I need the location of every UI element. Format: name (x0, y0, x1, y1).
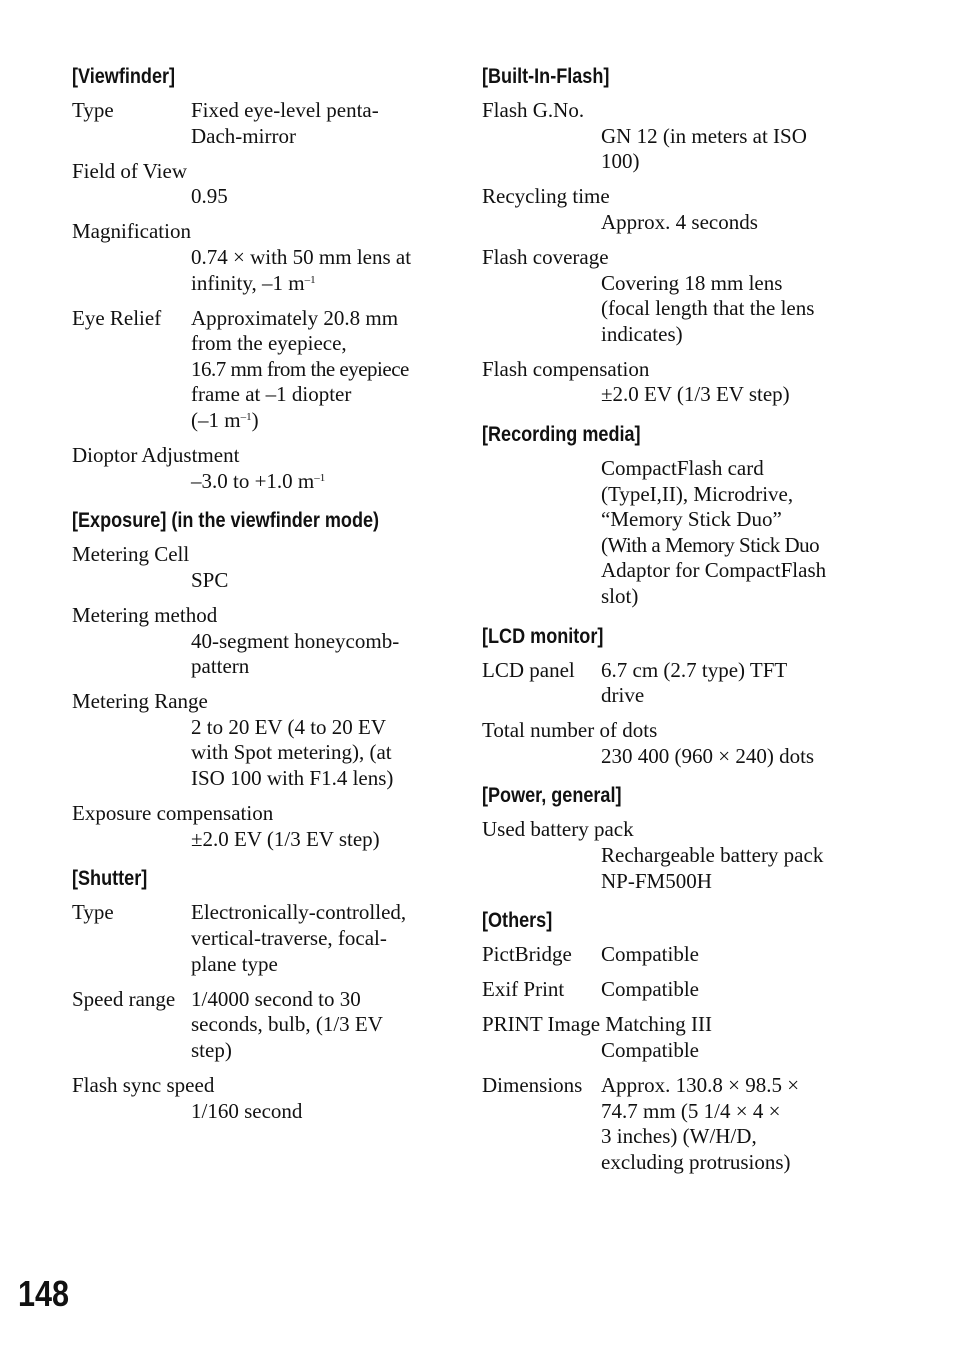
dioptor-adjustment-label: Dioptor Adjustment (72, 443, 240, 468)
metering-range-line: ISO 100 with F1.4 lens) (191, 766, 394, 791)
speed-range-line: 1/4000 second to 30 (191, 986, 361, 1011)
magnification-label: Magnification (72, 219, 191, 244)
eye-relief-line (191, 408, 442, 434)
eye-relief-line: 16.7 mm from the eyepiece (191, 356, 409, 381)
speed-range-line: seconds, bulb, (1/3 EV (191, 1012, 383, 1037)
print-image-matching-entry (482, 1012, 854, 1063)
magnification-line (191, 271, 442, 297)
lcd-panel-entry (482, 658, 854, 709)
exposure-compensation-label: Exposure compensation (72, 801, 274, 826)
metering-cell-value: SPC (191, 567, 229, 592)
power-general-heading: [Power, general] (482, 784, 622, 808)
metering-range-label: Metering Range (72, 689, 208, 714)
metering-method-line: pattern (191, 654, 250, 679)
eye-relief-line: from the eyepiece, (191, 331, 347, 356)
viewfinder-type-value (191, 98, 442, 149)
shutter-type-line: plane type (191, 951, 278, 976)
flash-gno-value (601, 124, 854, 175)
recycling-time-value: Approx. 4 seconds (601, 209, 758, 234)
battery-pack-line: NP-FM500H (601, 868, 712, 893)
page-number: 148 (18, 1273, 70, 1314)
viewfinder-type-line: Fixed eye-level penta- (191, 98, 379, 122)
lcd-panel-line: drive (601, 683, 645, 708)
battery-pack-entry (482, 817, 854, 894)
viewfinder-type-label: Type (72, 98, 114, 122)
magnification-line: 0.74 × with 50 mm lens at (191, 244, 412, 269)
speed-range-label: Speed range (72, 986, 176, 1011)
magnification-text: infinity, –1 m (191, 270, 305, 295)
eye-relief-text: ) (251, 408, 259, 433)
flash-coverage-line: (focal length that the lens (601, 296, 815, 321)
dimensions-line: Approx. 130.8 × 98.5 × (601, 1073, 800, 1098)
field-of-view-entry (72, 159, 442, 210)
exposure-heading: [Exposure] (in the viewfinder mode) (72, 509, 380, 533)
metering-cell-label: Metering Cell (72, 542, 190, 567)
flash-coverage-label: Flash coverage (482, 244, 609, 269)
lcd-panel-label: LCD panel (482, 657, 575, 682)
speed-range-line: step) (191, 1037, 232, 1062)
eye-relief-superscript: –1 (240, 411, 252, 424)
shutter-type-line: Electronically-controlled, (191, 900, 407, 925)
metering-method-line: 40-segment honeycomb- (191, 628, 400, 653)
dimensions-line: 74.7 mm (5 1/4 × 4 × (601, 1098, 781, 1123)
pictbridge-entry (482, 942, 854, 968)
viewfinder-section (72, 62, 442, 494)
flash-gno-label: Flash G.No. (482, 98, 585, 122)
eye-relief-line: frame at –1 diopter (191, 382, 352, 407)
recording-media-section (482, 420, 854, 610)
flash-compensation-entry (482, 357, 854, 408)
dimensions-value (601, 1073, 854, 1175)
recycling-time-label: Recycling time (482, 184, 610, 209)
metering-method-label: Metering method (72, 603, 218, 627)
lcd-panel-value (601, 658, 854, 709)
lcd-monitor-section (482, 622, 854, 770)
magnification-value (191, 245, 442, 296)
recording-media-line: slot) (601, 584, 639, 608)
eye-relief-value (191, 306, 442, 434)
lcd-monitor-heading: [LCD monitor] (482, 624, 604, 648)
eye-relief-line: Approximately 20.8 mm (191, 305, 399, 330)
flash-sync-speed-entry (72, 1073, 442, 1124)
built-in-flash-heading: [Built-In-Flash] (482, 65, 610, 88)
viewfinder-type-entry (72, 98, 442, 149)
magnification-entry (72, 219, 442, 296)
left-column (72, 62, 442, 1136)
flash-gno-line: 100) (601, 149, 640, 174)
flash-coverage-line: indicates) (601, 321, 683, 346)
eye-relief-text: (–1 m (191, 408, 241, 433)
eye-relief-label: Eye Relief (72, 305, 162, 330)
dimensions-line: 3 inches) (W/H/D, (601, 1124, 757, 1149)
battery-pack-label: Used battery pack (482, 817, 634, 842)
shutter-type-line: vertical-traverse, focal- (191, 925, 387, 950)
eye-relief-entry (72, 306, 442, 434)
shutter-heading: [Shutter] (72, 867, 148, 891)
right-column (482, 62, 854, 1188)
metering-range-entry (72, 689, 442, 791)
recording-media-line: Adaptor for CompactFlash (601, 558, 827, 583)
viewfinder-heading: [Viewfinder] (72, 65, 176, 88)
metering-method-value (191, 629, 442, 680)
exposure-compensation-entry (72, 801, 442, 852)
magnification-superscript: –1 (304, 273, 316, 286)
recording-media-line: “Memory Stick Duo” (601, 507, 782, 532)
exposure-section (72, 506, 442, 852)
exif-print-label: Exif Print (482, 977, 565, 1002)
speed-range-entry (72, 987, 442, 1064)
flash-sync-speed-value: 1/160 second (191, 1098, 303, 1123)
viewfinder-type-line: Dach-mirror (191, 123, 296, 148)
power-general-section (482, 781, 854, 894)
dioptor-adjustment-superscript: –1 (314, 471, 326, 484)
metering-range-value (191, 715, 442, 792)
total-dots-value: 230 400 (960 × 240) dots (601, 743, 815, 768)
flash-coverage-entry (482, 245, 854, 347)
recording-media-line: CompactFlash card (601, 456, 764, 481)
built-in-flash-section (482, 62, 854, 408)
exif-print-entry (482, 977, 854, 1003)
metering-method-entry (72, 603, 442, 680)
recording-media-line: (With a Memory Stick Duo (601, 532, 820, 557)
field-of-view-value: 0.95 (191, 184, 228, 209)
metering-range-line: with Spot metering), (at (191, 740, 392, 765)
metering-range-line: 2 to 20 EV (4 to 20 EV (191, 714, 387, 739)
flash-coverage-line: Covering 18 mm lens (601, 270, 783, 295)
lcd-panel-line: 6.7 cm (2.7 type) TFT (601, 657, 788, 682)
total-dots-entry (482, 718, 854, 769)
field-of-view-label: Field of View (72, 158, 188, 183)
flash-gno-entry (482, 98, 854, 175)
shutter-type-value (191, 900, 442, 977)
dioptor-adjustment-entry (72, 443, 442, 494)
pictbridge-value: Compatible (601, 942, 699, 967)
shutter-type-label: Type (72, 900, 114, 925)
shutter-section (72, 864, 442, 1124)
recycling-time-entry (482, 184, 854, 235)
flash-gno-line: GN 12 (in meters at ISO (601, 123, 807, 148)
flash-sync-speed-label: Flash sync speed (72, 1072, 215, 1097)
flash-compensation-label: Flash compensation (482, 356, 650, 381)
recording-media-value (601, 456, 854, 610)
flash-compensation-value: ±2.0 EV (1/3 EV step) (601, 382, 790, 407)
recording-media-line: (TypeI,II), Microdrive, (601, 481, 794, 506)
dimensions-line: excluding protrusions) (601, 1149, 791, 1174)
speed-range-value (191, 987, 442, 1064)
others-section (482, 906, 854, 1175)
pictbridge-label: PictBridge (482, 942, 572, 967)
exposure-compensation-value: ±2.0 EV (1/3 EV step) (191, 826, 380, 851)
dioptor-adjustment-text: –3.0 to +1.0 m (191, 468, 315, 493)
others-heading: [Others] (482, 909, 553, 933)
dimensions-entry (482, 1073, 854, 1175)
print-image-matching-value: Compatible (601, 1038, 699, 1063)
print-image-matching-label: PRINT Image Matching III (482, 1012, 712, 1037)
battery-pack-value (601, 843, 854, 894)
recording-media-heading: [Recording media] (482, 423, 641, 447)
metering-cell-entry (72, 542, 442, 593)
exif-print-value: Compatible (601, 977, 699, 1002)
dimensions-label: Dimensions (482, 1073, 583, 1098)
recording-media-entry (482, 456, 854, 610)
dioptor-adjustment-value (191, 469, 442, 495)
battery-pack-line: Rechargeable battery pack (601, 843, 824, 868)
total-dots-label: Total number of dots (482, 718, 658, 743)
shutter-type-entry (72, 900, 442, 977)
flash-coverage-value (601, 271, 854, 348)
